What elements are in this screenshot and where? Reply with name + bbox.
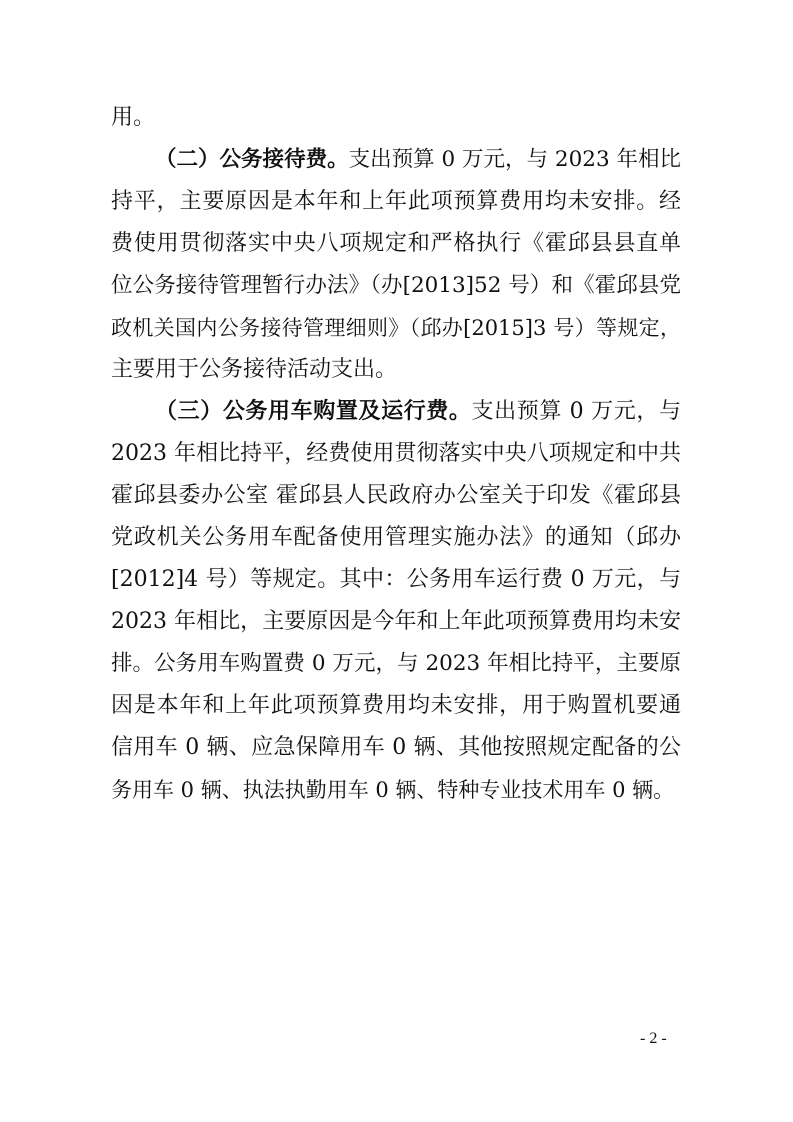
text-line: 霍邱县委办公室 霍邱县人民政府办公室关于印发《霍邱县: [111, 483, 681, 508]
text-line-row: [111, 479, 681, 513]
text-line-row: [111, 269, 681, 303]
text-line-row: [111, 185, 681, 219]
text-line: 务用车 0 辆、执法执勤用车 0 辆、特种专业技术用车 0 辆。: [111, 778, 675, 802]
text-line: 主要用于公务接待活动支出。: [111, 357, 398, 382]
text-line: [2012]4 号）等规定。其中：公务用车运行费 0 万元，与: [111, 567, 681, 592]
text-line: 位公务接待管理暂行办法》（办[2013]52 号）和《霍邱县党: [111, 273, 681, 298]
page-number: - 2 -: [640, 1030, 667, 1047]
text-line-row: [111, 605, 681, 639]
paragraph-continuation: [111, 101, 681, 135]
text-line-row: [111, 227, 681, 261]
text-line: 政机关国内公务接待管理细则》（邱办[2015]3 号）等规定，: [111, 316, 681, 340]
text-line: 持平，主要原因是本年和上年此项预算费用均未安排。经: [111, 189, 681, 214]
text-line: 支出预算 0 万元，与: [471, 399, 681, 424]
text-line-row: [111, 731, 681, 765]
section-heading-vehicles: （三）公务用车购置及运行费。: [155, 399, 472, 424]
text-line-row: [111, 563, 681, 597]
text-line-row: [111, 311, 681, 345]
text-line-row: [111, 353, 681, 387]
text-line-row: [111, 647, 681, 681]
section-heading-reception: （二）公务接待费。: [155, 147, 349, 172]
text-line: 2023 年相比，主要原因是今年和上年此项预算费用均未安: [111, 609, 681, 634]
text-line-row: [111, 689, 681, 723]
paragraph-2-first-line: [155, 395, 681, 429]
text-line-row: [111, 773, 681, 807]
text-line-row: [111, 521, 681, 555]
text-line: 用。: [111, 105, 156, 130]
text-line-row: [111, 437, 681, 471]
text-line: 支出预算 0 万元，与 2023 年相比: [348, 147, 681, 172]
text-line: 排。公务用车购置费 0 万元，与 2023 年相比持平，主要原: [111, 651, 681, 676]
paragraph-1-first-line: [155, 143, 681, 177]
text-line: 费使用贯彻落实中央八项规定和严格执行《霍邱县县直单: [111, 231, 681, 256]
text-line: 党政机关公务用车配备使用管理实施办法》的通知（邱办: [111, 525, 681, 550]
text-line: 信用车 0 辆、应急保障用车 0 辆、其他按照规定配备的公: [111, 735, 681, 760]
text-line: 2023 年相比持平，经费使用贯彻落实中央八项规定和中共: [111, 441, 681, 466]
text-line: 因是本年和上年此项预算费用均未安排，用于购置机要通: [111, 693, 681, 718]
